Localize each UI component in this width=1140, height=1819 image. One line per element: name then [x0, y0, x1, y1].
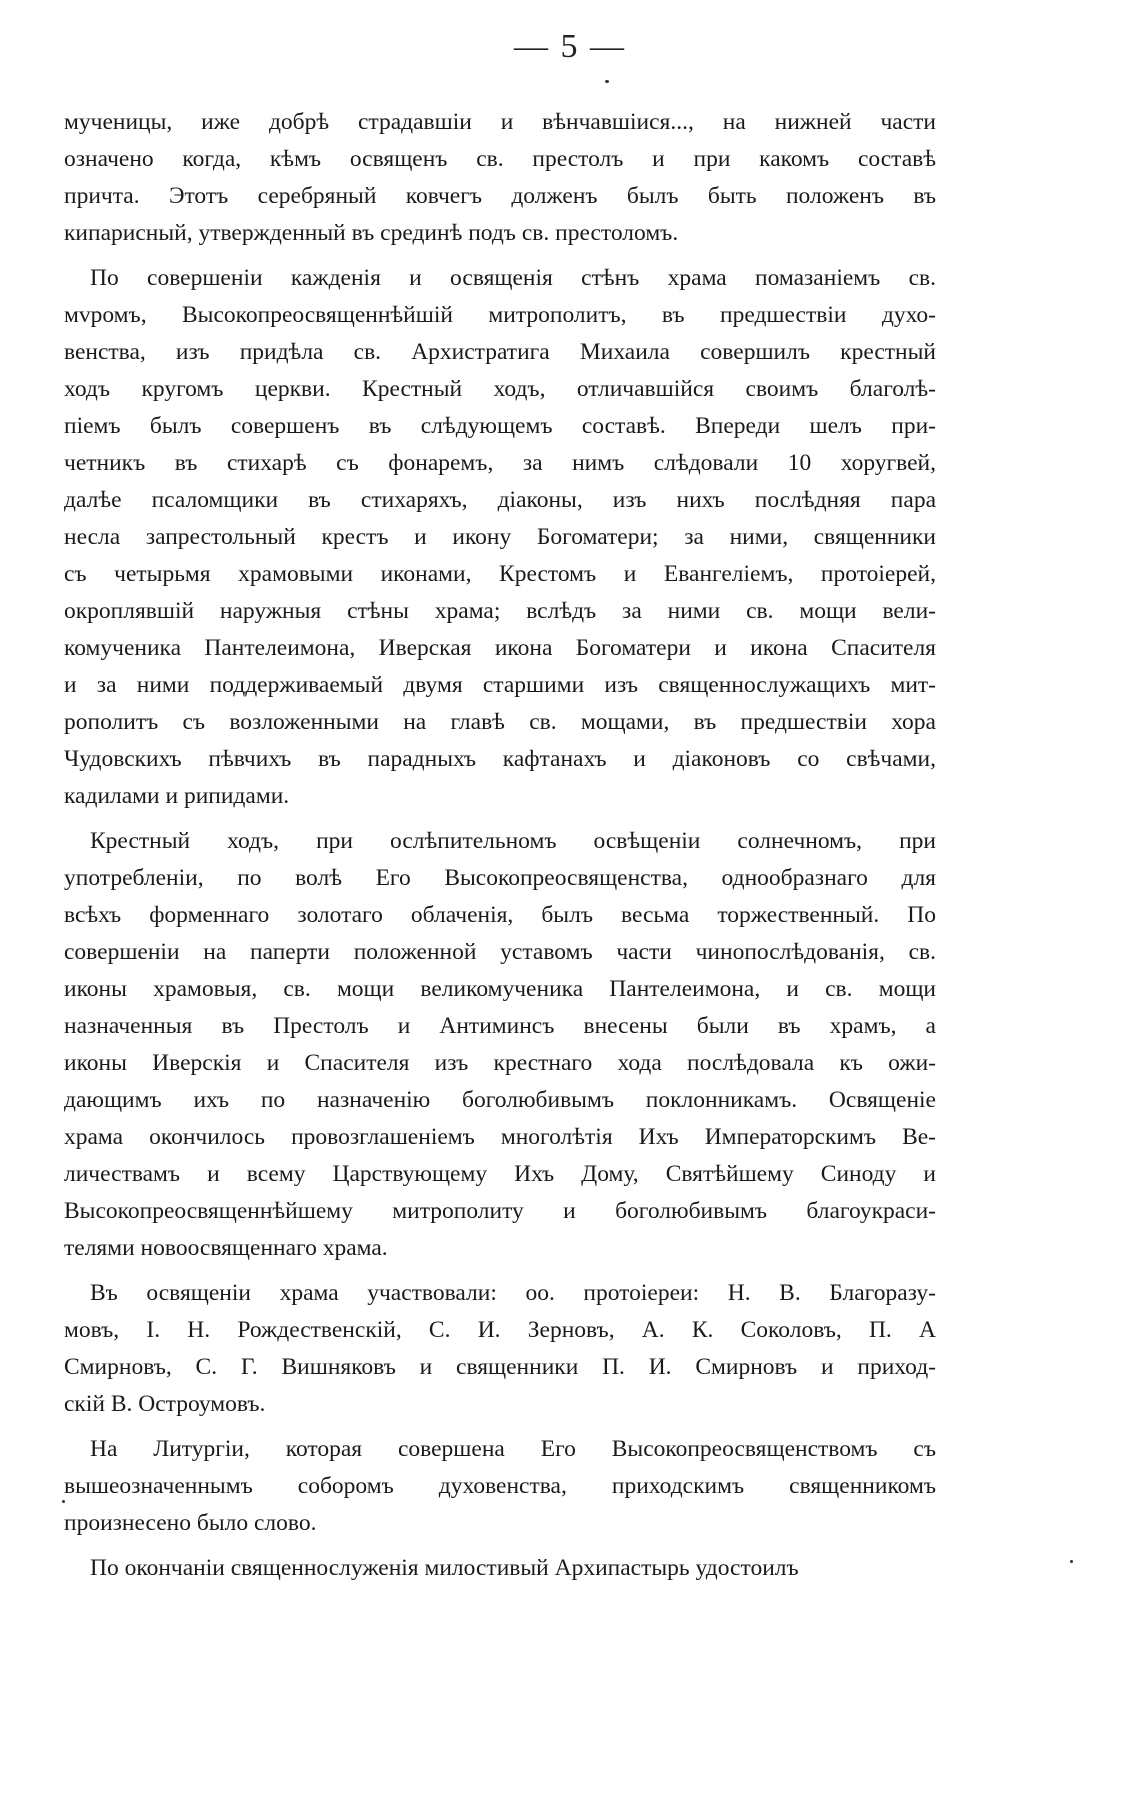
text-line: произнесено было слово. — [64, 1510, 317, 1536]
text-line: скiй В. Остроумовъ. — [64, 1391, 266, 1417]
text-line: несла запрестольный крестъ и икону Богоматери; за ними, священники — [64, 524, 936, 550]
text-line: венства, изъ придѣла св. Архистратига Михаила совершилъ крестный — [64, 339, 936, 365]
text-line: Въ освященiи храма участвовали: оо. протоiереи: Н. В. Благоразу- — [90, 1280, 936, 1306]
text-line: означено когда, кѣмъ освященъ св. престолъ и при какомъ составѣ — [64, 146, 936, 172]
text-line: дающимъ ихъ по назначенiю боголюбивымъ поклонникамъ. Освященiе — [64, 1087, 936, 1113]
text-line: назначенныя въ Престолъ и Антиминсъ внесены были въ храмъ, а — [64, 1013, 936, 1039]
body-text — [64, 104, 936, 1587]
text-line: употребленiи, по волѣ Его Высокопреосвященства, однообразнаго для — [64, 865, 936, 891]
page-number-header: — 5 — — [514, 28, 626, 65]
text-line: рополитъ съ возложенными на главѣ св. мощами, въ предшествiи хора — [64, 709, 936, 735]
text-line: Смирновъ, С. Г. Вишняковъ и священники П. И. Смирновъ и приход- — [64, 1354, 936, 1380]
text-line: личествамъ и всему Царствующему Ихъ Дому, Святѣйшему Синоду и — [64, 1161, 936, 1187]
paragraph-gap — [64, 1542, 936, 1550]
text-line: По окончанiи священнослуженiя милостивый Архипастырь удостоилъ — [90, 1555, 799, 1581]
text-line: и за ними поддерживаемый двумя старшими изъ священнослужащихъ мит- — [64, 672, 936, 698]
text-line: храма окончилось провозглашенiемъ многолѣтiя Ихъ Императорскимъ Ве- — [64, 1124, 936, 1150]
text-line: мовъ, I. Н. Рождественскiй, С. И. Зерновъ, А. К. Соколовъ, П. А — [64, 1317, 936, 1343]
text-line: Чудовскихъ пѣвчихъ въ парадныхъ кафтанахъ и дiаконовъ со свѣчами, — [64, 746, 936, 772]
text-line: всѣхъ форменнаго золотаго облаченiя, былъ весьма торжественный. По — [64, 902, 936, 928]
paragraph-gap — [64, 815, 936, 823]
text-line: далѣе псаломщики въ стихаряхъ, дiаконы, изъ нихъ послѣдняя пара — [64, 487, 936, 513]
text-line: комученика Пантелеимона, Иверская икона Богоматери и икона Спасителя — [64, 635, 936, 661]
text-line: пiемъ былъ совершенъ въ слѣдующемъ составѣ. Впереди шелъ при- — [64, 413, 936, 439]
text-line: иконы храмовыя, св. мощи великомученика Пантелеимона, и св. мощи — [64, 976, 936, 1002]
text-line: кадилами и рипидами. — [64, 783, 290, 809]
paragraph-gap — [64, 252, 936, 260]
text-line: мученицы, иже добрѣ страдавшiи и вѣнчавшiися..., на нижней части — [64, 109, 936, 135]
text-line: ходъ кругомъ церкви. Крестный ходъ, отличавшiйся своимъ благолѣ- — [64, 376, 936, 402]
text-line: четникъ въ стихарѣ съ фонаремъ, за нимъ слѣдовали 10 хоругвей, — [64, 450, 936, 476]
paragraph-gap — [64, 1423, 936, 1431]
text-line: По совершенiи кажденiя и освященiя стѣнъ храма помазанiемъ св. — [90, 265, 936, 291]
text-line: кипарисный, утвержденный въ срединѣ подъ св. престоломъ. — [64, 220, 679, 246]
text-line: Высокопреосвященнѣйшему митрополиту и боголюбивымъ благоукраси- — [64, 1198, 936, 1224]
text-line: иконы Иверскiя и Спасителя изъ крестнаго хода послѣдовала къ ожи- — [64, 1050, 936, 1076]
text-line: окроплявшiй наружныя стѣны храма; вслѣдъ за ними св. мощи вели- — [64, 598, 936, 624]
text-line: Крестный ходъ, при ослѣпительномъ освѣщенiи солнечномъ, при — [90, 828, 936, 854]
text-line: На Литургiи, которая совершена Его Высокопреосвященствомъ съ — [90, 1436, 936, 1462]
text-line: съ четырьмя храмовыми иконами, Крестомъ и Евангелiемъ, протоiерей, — [64, 561, 936, 587]
text-line: вышеозначеннымъ соборомъ духовенства, приходскимъ священникомъ — [64, 1473, 936, 1499]
text-line: причта. Этотъ серебряный ковчегъ долженъ былъ быть положенъ въ — [64, 183, 936, 209]
text-line: совершенiи на паперти положенной уставомъ части чинопослѣдованiя, св. — [64, 939, 936, 965]
text-line: мvромъ, Высокопреосвященнѣйшiй митрополитъ, въ предшествiи духо- — [64, 302, 936, 328]
paragraph-gap — [64, 1267, 936, 1275]
text-line: телями новоосвященнаго храма. — [64, 1235, 388, 1261]
